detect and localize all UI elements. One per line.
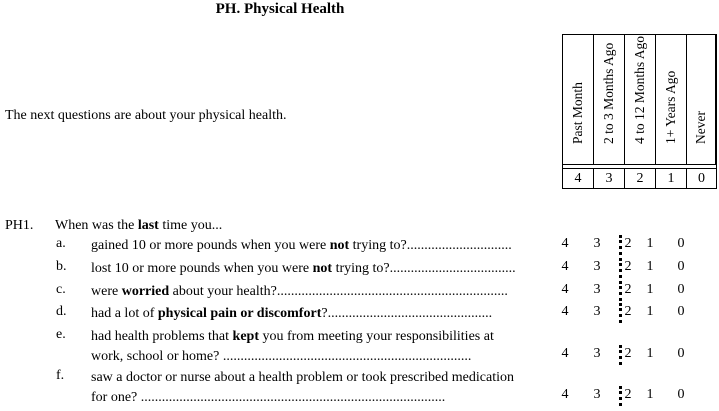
item-text-bold: worried	[121, 284, 170, 299]
item-letter: f.	[56, 368, 65, 383]
dotted-separator	[619, 281, 625, 301]
response-code: 4	[561, 304, 569, 319]
leader-dots: .......................................................................................	[140, 390, 446, 405]
column-header-label: 2 to 3 Months Ago	[601, 42, 616, 144]
response-code: 3	[593, 259, 601, 274]
dotted-separator	[619, 258, 625, 278]
column-header	[656, 35, 687, 164]
column-code: 3	[594, 169, 625, 188]
response-code: 1	[646, 387, 654, 402]
response-code: 2	[624, 236, 632, 251]
response-code: 1	[646, 304, 654, 319]
item-text-line2: work, school or home?	[91, 349, 220, 364]
item-text-pre: were	[91, 284, 122, 299]
column-header	[563, 35, 594, 164]
item-text	[91, 304, 561, 324]
response-code: 1	[646, 236, 654, 251]
column-header-label: 4 to 12 Months Ago	[632, 35, 647, 144]
stem-bold: last	[137, 218, 159, 233]
item-text-bold: not	[312, 261, 333, 276]
item-letter: c.	[56, 282, 66, 297]
response-code: 2	[624, 304, 632, 319]
dotted-separator	[619, 235, 625, 255]
item-text-bold: not	[329, 238, 350, 253]
column-code: 0	[698, 171, 705, 186]
response-header-grid	[562, 34, 717, 189]
column-header	[687, 35, 716, 164]
response-code: 3	[593, 304, 601, 319]
column-code: 4	[563, 169, 594, 188]
response-code: 3	[593, 282, 601, 297]
response-code: 2	[624, 282, 632, 297]
leader-dots: .......................................................................	[222, 349, 472, 364]
response-code: 0	[677, 387, 685, 402]
item-text-pre: had health problems that	[91, 329, 233, 344]
question-stem	[55, 218, 222, 234]
section-intro: The next questions are about your physical health.	[5, 108, 287, 123]
response-code: 0	[677, 346, 685, 361]
column-header	[594, 35, 625, 164]
item-letter: d.	[56, 304, 67, 319]
item-text	[91, 368, 561, 408]
item-letter: b.	[56, 259, 67, 274]
section-title: PH. Physical Health	[215, 1, 345, 17]
item-text-post: trying to?	[332, 261, 390, 276]
response-code: 1	[646, 346, 654, 361]
response-code: 3	[593, 236, 601, 251]
item-text-pre: lost 10 or more pounds when you were	[91, 261, 313, 276]
stem-pre: When was the	[55, 218, 138, 233]
dotted-separator	[619, 303, 625, 323]
item-text	[91, 327, 561, 367]
item-letter: e.	[56, 327, 66, 342]
item-text-post: about your health?	[169, 284, 277, 299]
stem-post: time you...	[158, 218, 223, 233]
item-text	[91, 259, 561, 279]
leader-dots: ..................................................................	[276, 284, 508, 299]
item-text-line2: for one?	[91, 390, 138, 405]
response-code: 3	[593, 346, 601, 361]
item-text-bold: kept	[232, 329, 259, 344]
item-text-bold: physical pain or discomfort	[157, 306, 322, 321]
item-text-pre: gained 10 or more pounds when you were	[91, 238, 330, 253]
item-text-post: trying to?	[349, 238, 407, 253]
response-code: 4	[561, 282, 569, 297]
dotted-separator	[619, 386, 625, 406]
leader-dots: ...............................................	[327, 306, 493, 321]
response-code: 0	[677, 259, 685, 274]
column-header-label: 1+ Years Ago	[663, 70, 678, 144]
response-code: 0	[677, 236, 685, 251]
response-code: 4	[561, 346, 569, 361]
response-code: 3	[593, 387, 601, 402]
leader-dots: ..............................	[406, 238, 512, 253]
response-code: 4	[561, 259, 569, 274]
column-code: 2	[625, 169, 656, 188]
response-code: 4	[561, 387, 569, 402]
response-code: 0	[677, 304, 685, 319]
item-letter: a.	[56, 236, 66, 251]
dotted-separator	[619, 345, 625, 365]
leader-dots: ....................................	[389, 261, 516, 276]
response-code: 1	[646, 259, 654, 274]
item-text-post: you from meeting your responsibilities at	[258, 329, 494, 344]
response-code: 4	[561, 236, 569, 251]
item-text-pre: had a lot of	[91, 306, 158, 321]
column-header-label: Past Month	[570, 82, 585, 144]
response-code: 2	[624, 346, 632, 361]
response-code: 1	[646, 282, 654, 297]
item-text-post: ?	[321, 306, 328, 321]
question-number: PH1.	[5, 218, 34, 233]
response-code: 2	[624, 259, 632, 274]
response-code: 2	[624, 387, 632, 402]
column-header	[625, 35, 656, 164]
item-text	[91, 282, 561, 302]
column-code: 1	[656, 169, 687, 188]
column-header-label: Never	[693, 111, 708, 144]
response-code: 0	[677, 282, 685, 297]
item-text-pre: saw a doctor or nurse about a health problem or took prescribed medication	[91, 370, 514, 385]
item-text	[91, 236, 561, 256]
